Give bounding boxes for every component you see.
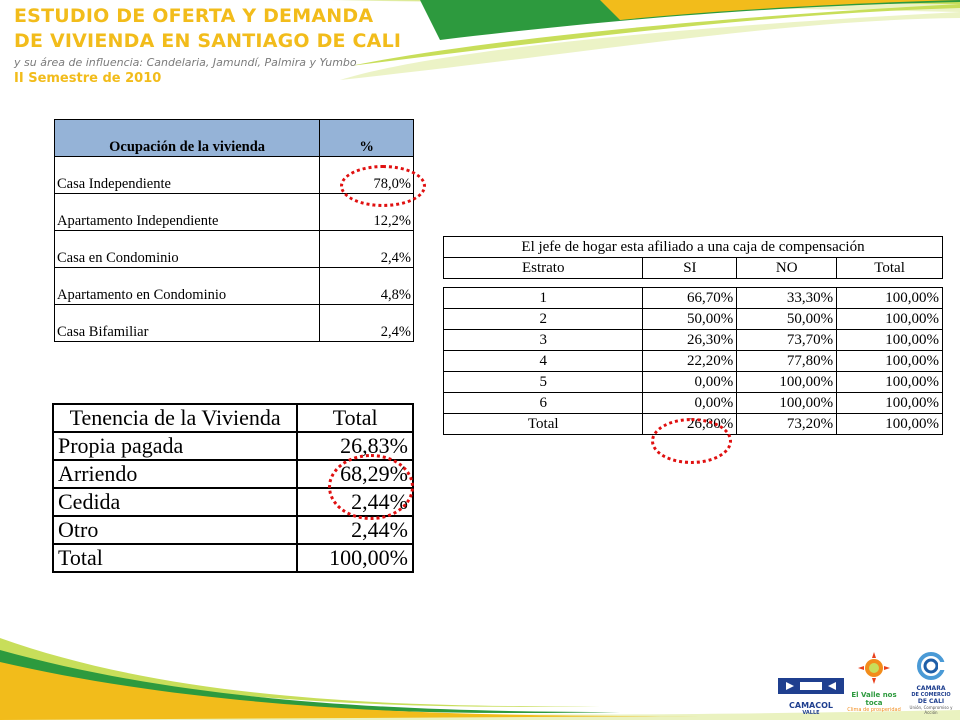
no-cell: 100,00%: [737, 393, 837, 414]
no-cell: 100,00%: [737, 372, 837, 393]
highlight-circle: [340, 165, 426, 207]
si-cell: 22,20%: [643, 351, 737, 372]
table-row: [53, 544, 413, 572]
table-row: [444, 330, 943, 351]
ccc-line-2: DE COMERCIO: [911, 692, 951, 698]
highlight-circle: [328, 454, 414, 520]
row-value: 4,8%: [320, 268, 414, 305]
table-row: [444, 288, 943, 309]
column-header: NO: [737, 258, 837, 279]
column-header: Ocupación de la vivienda: [55, 120, 320, 157]
valle-sub: Clima de prosperidad: [847, 707, 901, 713]
no-cell: 33,30%: [737, 288, 837, 309]
no-cell: 50,00%: [737, 309, 837, 330]
camacol-logo: [778, 676, 844, 716]
spacer-row: [444, 279, 943, 288]
row-label: Casa Bifamiliar: [55, 305, 320, 342]
valle-logo: [843, 650, 905, 713]
total-cell: 100,00%: [837, 351, 943, 372]
ocupacion-table: [54, 119, 414, 342]
ccc-line-1: CAMARA: [916, 685, 946, 692]
si-cell: 0,00%: [643, 393, 737, 414]
row-value: 100,00%: [297, 544, 413, 572]
period: II Semestre de 2010: [14, 71, 162, 86]
row-value: 78,0%: [320, 157, 414, 194]
total-cell: 100,00%: [837, 414, 943, 435]
ccc-line-3: DE CALI: [917, 698, 945, 705]
sun-icon: [843, 650, 905, 686]
total-cell: 100,00%: [837, 393, 943, 414]
row-value: 68,29%: [297, 460, 413, 488]
estrato-cell: 5: [444, 372, 643, 393]
title-line-2: DE VIVIENDA EN SANTIAGO DE CALI: [14, 30, 402, 52]
si-cell: 66,70%: [643, 288, 737, 309]
table-header-row: [55, 120, 414, 157]
no-cell: 73,70%: [737, 330, 837, 351]
column-header: Tenencia de la Vivienda: [53, 404, 297, 432]
total-cell: 100,00%: [837, 330, 943, 351]
table-row: [55, 305, 414, 342]
table-header-row: [444, 258, 943, 279]
row-value: 2,4%: [320, 305, 414, 342]
camacol-sub: VALLE: [802, 710, 820, 716]
estrato-cell: Total: [444, 414, 643, 435]
table-row: [444, 351, 943, 372]
estrato-cell: 1: [444, 288, 643, 309]
table-row: [55, 268, 414, 305]
row-value: 2,44%: [297, 488, 413, 516]
ccc-mark-icon: [906, 652, 956, 680]
table-title-row: [444, 237, 943, 258]
no-cell: 77,80%: [737, 351, 837, 372]
row-value: 26,83%: [297, 432, 413, 460]
row-value: 2,4%: [320, 231, 414, 268]
estrato-cell: 2: [444, 309, 643, 330]
title-line-1: ESTUDIO DE OFERTA Y DEMANDA: [14, 5, 374, 27]
row-label: Apartamento Independiente: [55, 194, 320, 231]
row-value: 2,44%: [297, 516, 413, 544]
table-row: [53, 516, 413, 544]
table-row: [444, 372, 943, 393]
column-header: Estrato: [444, 258, 643, 279]
table-row: [55, 231, 414, 268]
table-row: [444, 393, 943, 414]
row-label: Total: [53, 544, 297, 572]
si-cell: 26,30%: [643, 330, 737, 351]
total-cell: 100,00%: [837, 372, 943, 393]
row-label: Cedida: [53, 488, 297, 516]
estrato-cell: 6: [444, 393, 643, 414]
camara-comercio-logo: [906, 652, 956, 715]
row-label: Arriendo: [53, 460, 297, 488]
row-label: Casa Independiente: [55, 157, 320, 194]
valle-name: El Valle nos toca: [851, 691, 897, 707]
si-cell: 50,00%: [643, 309, 737, 330]
table-header-row: [53, 404, 413, 432]
si-cell: 0,00%: [643, 372, 737, 393]
row-value: 12,2%: [320, 194, 414, 231]
camacol-name: CAMACOL: [789, 701, 833, 710]
row-label: Otro: [53, 516, 297, 544]
column-header: Total: [297, 404, 413, 432]
total-cell: 100,00%: [837, 309, 943, 330]
row-label: Apartamento en Condominio: [55, 268, 320, 305]
no-cell: 73,20%: [737, 414, 837, 435]
estrato-cell: 3: [444, 330, 643, 351]
estrato-cell: 4: [444, 351, 643, 372]
ccc-sub: Unión, Compromiso y Acción: [909, 705, 953, 715]
subtitle: y su área de influencia: Candelaria, Jamundí, Palmira y Yumbo: [14, 56, 357, 69]
total-cell: 100,00%: [837, 288, 943, 309]
si-cell: 26,80%: [643, 414, 737, 435]
column-header: Total: [837, 258, 943, 279]
row-label: Casa en Condominio: [55, 231, 320, 268]
camacol-mark-icon: [778, 676, 844, 696]
caja-compensacion-table: [443, 236, 943, 435]
row-label: Propia pagada: [53, 432, 297, 460]
table-title: El jefe de hogar esta afiliado a una caja de compensación: [444, 237, 943, 258]
column-header: %: [320, 120, 414, 157]
highlight-circle: [651, 418, 732, 464]
column-header: SI: [643, 258, 737, 279]
table-row: [444, 309, 943, 330]
